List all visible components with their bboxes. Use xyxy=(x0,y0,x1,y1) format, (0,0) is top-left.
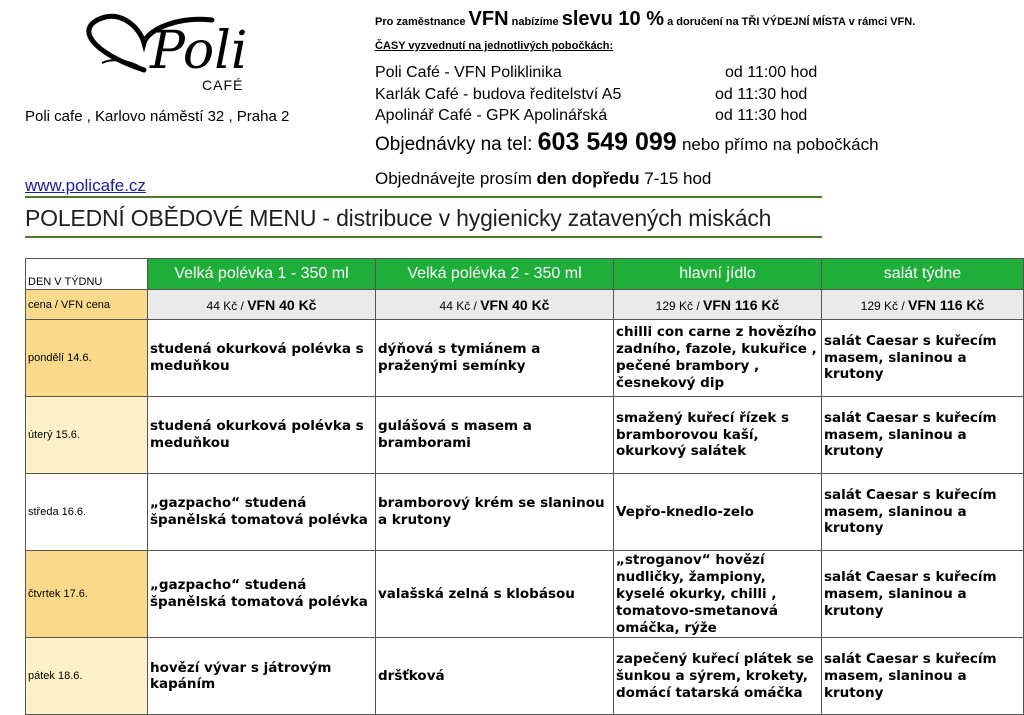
vfn-price: VFN 116 Kč xyxy=(703,296,780,313)
dish-cell: valašská zelná s klobásou xyxy=(376,551,614,638)
poli-cafe-logo xyxy=(72,8,272,98)
dish-cell: Vepřo-knedlo-zelo xyxy=(614,474,822,551)
price-cell xyxy=(614,290,822,320)
branch-name: Apolinář Café - GPK Apolinářská xyxy=(375,107,608,124)
dish-cell: „gazpacho“ studená španělská tomatová polévka xyxy=(148,551,376,638)
pickup-times-title: ČASY vyzvednutí na jednotlivých pobočkách: xyxy=(375,40,614,52)
dish-cell: salát Caesar s kuřecím masem, slaninou a krutony xyxy=(822,320,1024,397)
dish-cell: bramborový krém se slaninou a krutony xyxy=(376,474,614,551)
phone-number[interactable]: 603 549 099 xyxy=(537,128,677,156)
price-cell xyxy=(148,290,376,320)
orders-rest: nebo přímo na pobočkách xyxy=(681,135,879,154)
vfn-price: VFN 40 Kč xyxy=(480,296,550,313)
dish-cell: salát Caesar s kuřecím masem, slaninou a krutony xyxy=(822,474,1024,551)
divider-bottom xyxy=(25,236,822,238)
day-ahead-post: 7-15 hod xyxy=(639,169,712,188)
column-header: salát týdne xyxy=(822,259,1024,290)
dish-cell: gulášová s masem a bramborami xyxy=(376,397,614,474)
header-row xyxy=(26,259,1024,290)
order-day-ahead xyxy=(375,169,711,189)
price: 129 Kč / xyxy=(655,298,700,313)
price: 44 Kč / xyxy=(206,298,244,313)
price-label: cena / VFN cena xyxy=(26,290,148,320)
promo-text-2: nabízíme xyxy=(508,16,562,28)
column-header: hlavní jídlo xyxy=(614,259,822,290)
dish-cell: hovězí vývar s játrovým kapáním xyxy=(148,638,376,715)
dish-cell: zapečený kuřecí plátek se šunkou a sýrem, krokety, domácí tatarská omáčka xyxy=(614,638,822,715)
table-row xyxy=(26,551,1024,638)
table-row xyxy=(26,474,1024,551)
table-row xyxy=(26,638,1024,715)
dish-cell: „stroganov“ hovězí nudličky, žampiony, kyselé okurky, chilli , tomatovo-smetanová omáčka, rýže xyxy=(614,551,822,638)
cafe-address: Poli cafe , Karlovo náměstí 32 , Praha 2 xyxy=(25,108,290,125)
price-cell xyxy=(376,290,614,320)
promo-text-3: a doručení na TŘI VÝDEJNÍ MÍSTA v rámci VFN. xyxy=(664,16,916,28)
table-row xyxy=(26,397,1024,474)
dish-cell: salát Caesar s kuřecím masem, slaninou a krutony xyxy=(822,638,1024,715)
dish-cell: salát Caesar s kuřecím masem, slaninou a krutony xyxy=(822,397,1024,474)
promo-vfn: VFN xyxy=(468,8,509,30)
dish-cell: salát Caesar s kuřecím masem, slaninou a krutony xyxy=(822,551,1024,638)
branch-time: od 11:00 hod xyxy=(725,64,818,81)
website-link[interactable]: www.policafe.cz xyxy=(25,176,146,195)
dish-cell: smažený kuřecí řízek s bramborovou kaší, okurkový salátek xyxy=(614,397,822,474)
day-label: čtvrtek 17.6. xyxy=(26,551,148,638)
dish-cell: chilli con carne z hovězího zadního, fazole, kukuřice , pečené brambory , česnekový dip xyxy=(614,320,822,397)
orders-line xyxy=(375,128,879,157)
orders-label: Objednávky na tel: xyxy=(375,134,533,155)
price: 44 Kč / xyxy=(439,298,477,313)
day-header: DEN V TÝDNU xyxy=(26,259,148,290)
branch-name: Poli Café - VFN Poliklinika xyxy=(375,64,562,81)
table-row xyxy=(26,320,1024,397)
day-ahead-pre: Objednávejte prosím xyxy=(375,169,537,188)
day-label: pátek 18.6. xyxy=(26,638,148,715)
dish-cell: dýňová s tymiánem a praženými semínky xyxy=(376,320,614,397)
vfn-price: VFN 40 Kč xyxy=(247,296,317,313)
day-label: úterý 15.6. xyxy=(26,397,148,474)
promo-discount: slevu 10 % xyxy=(561,8,665,30)
logo-brand: Poli xyxy=(150,21,248,81)
divider-top xyxy=(25,196,822,198)
branch-name: Karlák Café - budova ředitelství A5 xyxy=(375,86,622,103)
dish-cell: „gazpacho“ studená španělská tomatová polévka xyxy=(148,474,376,551)
menu-title: POLEDNÍ OBĚDOVÉ MENU - distribuce v hygienicky zatavených miskách xyxy=(25,205,772,231)
menu-table xyxy=(25,258,1024,715)
logo-sub: CAFÉ xyxy=(202,77,244,93)
price: 129 Kč / xyxy=(860,298,905,313)
vfn-price: VFN 116 Kč xyxy=(908,296,985,313)
dish-cell: studená okurková polévka s meduňkou xyxy=(148,397,376,474)
column-header: Velká polévka 2 - 350 ml xyxy=(376,259,614,290)
day-ahead-bold: den dopředu xyxy=(536,169,640,188)
branch-time: od 11:30 hod xyxy=(715,107,808,124)
day-label: pondělí 14.6. xyxy=(26,320,148,397)
column-header: Velká polévka 1 - 350 ml xyxy=(148,259,376,290)
day-label: středa 16.6. xyxy=(26,474,148,551)
promo-text-1: Pro zaměstnance xyxy=(375,16,469,28)
dish-cell: dršťková xyxy=(376,638,614,715)
price-row xyxy=(26,290,1024,320)
price-cell xyxy=(822,290,1024,320)
dish-cell: studená okurková polévka s meduňkou xyxy=(148,320,376,397)
vfn-promo xyxy=(375,8,1015,31)
branch-time: od 11:30 hod xyxy=(715,86,808,103)
